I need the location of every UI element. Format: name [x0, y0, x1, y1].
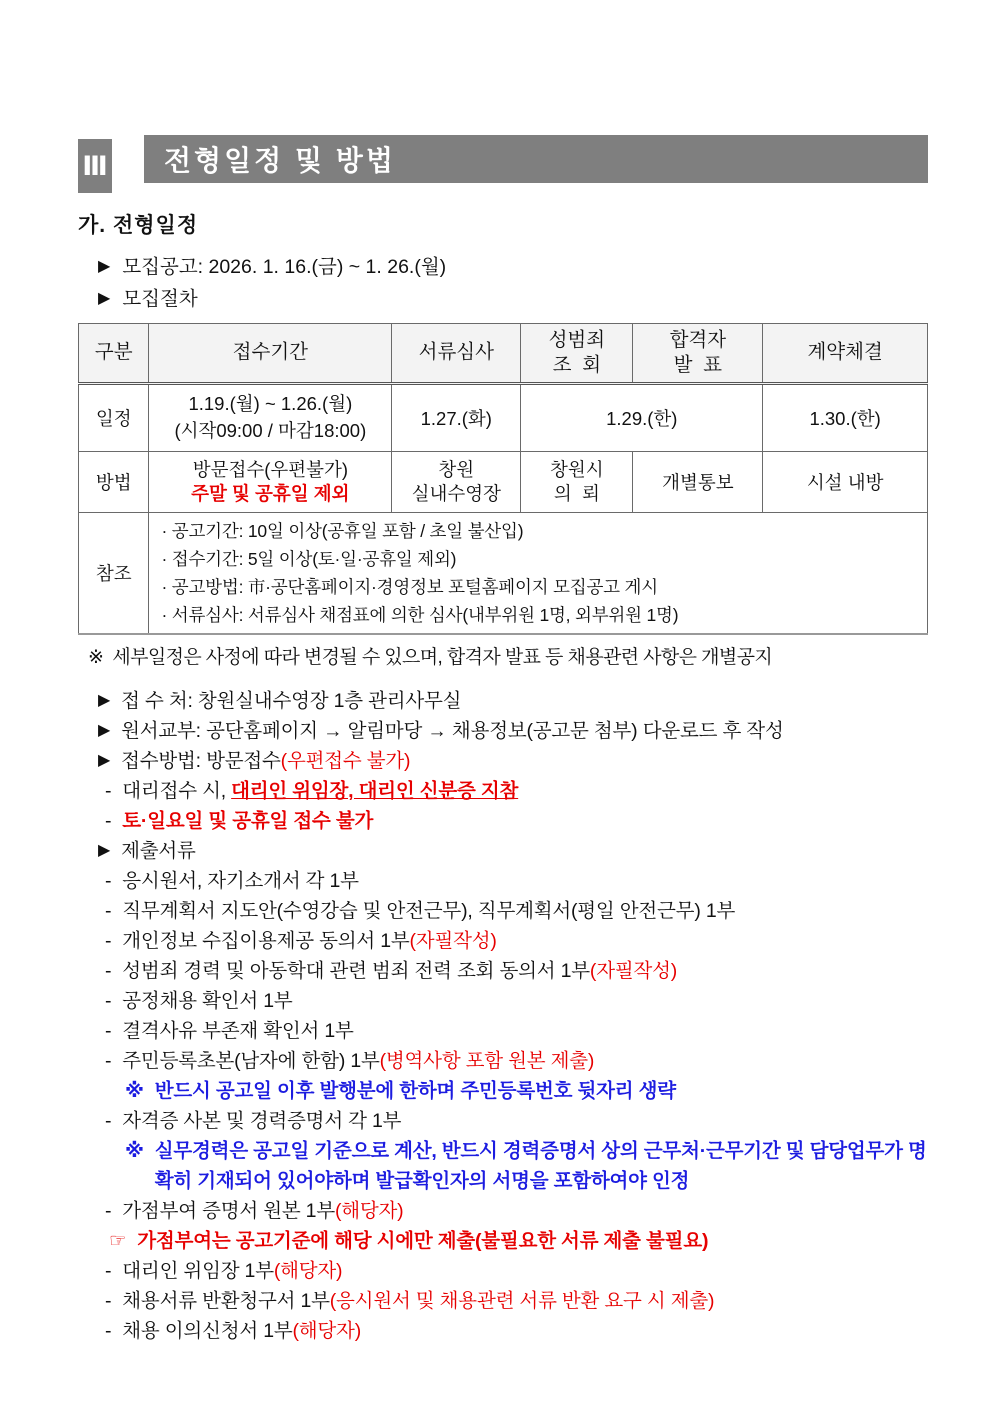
text-part: 제출서류	[121, 840, 196, 862]
bullet-recruit-procedure	[98, 283, 928, 315]
text-part: 접 수 처: 창원실내수영장 1층 관리사무실	[121, 690, 462, 712]
detail-line	[105, 956, 928, 986]
arrow-bullet-icon: ▶	[98, 692, 111, 709]
col-header-receipt-period	[149, 324, 392, 384]
detail-line	[105, 1016, 928, 1046]
dash-bullet-icon: -	[105, 870, 112, 892]
col-header-pass-announcement	[633, 324, 763, 384]
note-marker: ※	[88, 647, 104, 668]
section-header	[78, 135, 928, 193]
cell-text-red: 주말 및 공휴일 제외	[191, 483, 350, 504]
dash-bullet-icon: -	[105, 1260, 112, 1282]
line-text	[122, 896, 928, 926]
detail-line	[105, 926, 928, 956]
top-bullet-list	[98, 251, 928, 315]
reference-item: · 공고방법: 市·공단홈페이지·경영정보 포털홈페이지 모집공고 게시	[161, 577, 658, 597]
header-text: 계약체결	[807, 341, 883, 364]
detail-line	[105, 1256, 928, 1286]
line-text	[155, 1076, 928, 1106]
line-text	[122, 956, 928, 986]
text-part: 원서교부: 공단홈페이지 → 알림마당 → 채용정보(공고문 첨부) 다운로드 후 작성	[121, 720, 784, 742]
header-text: 조 회	[552, 354, 602, 376]
cell-contract-date: 1.30.(한)	[763, 384, 928, 452]
detail-line	[105, 1106, 928, 1136]
note-text: 세부일정은 사정에 따라 변경될 수 있으며, 합격자 발표 등 채용관련 사항은 개별공지	[112, 647, 773, 668]
dash-bullet-icon: -	[105, 1320, 112, 1342]
detail-line	[109, 1226, 928, 1256]
arrow-bullet-icon: ▶	[98, 722, 111, 739]
text-part: 직무계획서 지도안(수영강습 및 안전근무), 직무계획서(평일 안전근무) 1부	[122, 900, 736, 922]
text-part: 공정채용 확인서 1부	[122, 990, 293, 1012]
table-row-reference	[79, 513, 928, 635]
text-part: (우편접수 불가)	[280, 750, 411, 772]
table-row-schedule	[79, 384, 928, 452]
line-text	[122, 1286, 928, 1316]
reference-item: · 공고기간: 10일 이상(공휴일 포함 / 초일 불산입)	[161, 521, 524, 541]
detail-line	[105, 1316, 928, 1346]
line-text	[122, 1106, 928, 1136]
text-part: 응시원서, 자기소개서 각 1부	[122, 870, 359, 892]
text-part: 대리인 위임장 1부	[122, 1260, 274, 1282]
row-label-schedule: 일정	[79, 384, 149, 452]
section-numeral: Ⅲ	[82, 150, 108, 181]
arrow-bullet-icon: ▶	[98, 290, 111, 307]
dash-bullet-icon: -	[105, 780, 112, 802]
detail-line	[98, 686, 928, 716]
dash-bullet-icon: -	[105, 1110, 112, 1132]
arrow-bullet-icon: ▶	[98, 842, 111, 859]
section-numeral-box	[78, 139, 112, 193]
line-text	[155, 1136, 928, 1196]
detail-line	[125, 1076, 928, 1106]
schedule-change-note	[88, 644, 928, 672]
text-part: 결격사유 부존재 확인서 1부	[122, 1020, 354, 1042]
cell-text: 창원시	[550, 458, 604, 480]
details-list	[78, 686, 928, 1346]
cell-review-date: 1.27.(화)	[392, 384, 521, 452]
table-row-method	[79, 452, 928, 513]
detail-line	[105, 776, 928, 806]
cell-receipt-period	[149, 384, 392, 452]
dash-bullet-icon: -	[105, 900, 112, 922]
text-part: (해당자)	[273, 1260, 343, 1282]
dash-bullet-icon: -	[105, 1050, 112, 1072]
section-title: 전형일정 및 방법	[164, 145, 396, 176]
pointing-hand-icon: ☞	[109, 1230, 127, 1252]
dash-bullet-icon: -	[105, 1200, 112, 1222]
line-text	[122, 986, 928, 1016]
section-title-bar	[144, 135, 928, 183]
col-header-category	[79, 324, 149, 384]
text-part: 가점부여 증명서 원본 1부	[122, 1200, 335, 1222]
bullet-recruit-notice	[98, 251, 928, 283]
line-text	[122, 1016, 928, 1046]
dash-bullet-icon: -	[105, 1020, 112, 1042]
cell-review-place	[392, 452, 521, 513]
text-part: (응시원서 및 채용관련 서류 반환 요구 시 제출)	[329, 1290, 715, 1312]
reference-item: · 접수기간: 5일 이상(토·일·공휴일 제외)	[161, 549, 457, 569]
subsection-title: 가. 전형일정	[78, 214, 199, 237]
table-header-row	[79, 324, 928, 384]
text-part: 반드시 공고일 이후 발행분에 한하며 주민등록번호 뒷자리 생략	[154, 1080, 676, 1102]
line-text	[121, 746, 928, 776]
header-text: 발 표	[673, 354, 723, 376]
text-part: 채용 이의신청서 1부	[122, 1320, 293, 1342]
text-part: (해당자)	[334, 1200, 404, 1222]
detail-line	[105, 1196, 928, 1226]
cell-text: 창원	[438, 458, 475, 480]
line-text	[122, 1316, 928, 1346]
cell-reference-content	[149, 513, 928, 635]
dash-bullet-icon: -	[105, 990, 112, 1012]
col-header-sex-offense-check	[521, 324, 633, 384]
detail-line	[98, 836, 928, 866]
dash-bullet-icon: -	[105, 1290, 112, 1312]
cell-text: 실내수영장	[411, 483, 501, 504]
header-text: 서류심사	[418, 341, 494, 364]
line-text	[122, 1196, 928, 1226]
detail-line	[105, 1286, 928, 1316]
cell-text: 의 뢰	[553, 483, 600, 504]
cell-announce-method: 개별통보	[633, 452, 763, 513]
reference-item: · 서류심사: 서류심사 채점표에 의한 심사(내부위원 1명, 외부위원 1명)	[161, 605, 679, 625]
bullet-text: 모집공고: 2026. 1. 16.(금) ~ 1. 26.(월)	[122, 256, 447, 278]
text-part: 가점부여는 공고기준에 해당 시에만 제출(불필요한 서류 제출 불필요)	[137, 1230, 709, 1252]
dash-bullet-icon: -	[105, 810, 112, 832]
detail-line	[105, 866, 928, 896]
cell-contract-method: 시설 내방	[763, 452, 928, 513]
line-text	[122, 926, 928, 956]
text-part: 채용서류 반환청구서 1부	[122, 1290, 330, 1312]
schedule-table	[78, 323, 928, 635]
line-text	[122, 866, 928, 896]
cell-check-announce-date: 1.29.(한)	[521, 384, 763, 452]
detail-line	[105, 806, 928, 836]
detail-line	[105, 1046, 928, 1076]
detail-line	[105, 986, 928, 1016]
line-text	[121, 686, 928, 716]
arrow-bullet-icon: ▶	[98, 752, 111, 769]
header-text: 구분	[94, 341, 133, 364]
row-label-method: 방법	[79, 452, 149, 513]
text-part: (병역사항 포함 원본 제출)	[379, 1050, 595, 1072]
text-part: 실무경력은 공고일 기준으로 계산, 반드시 경력증명서 상의 근무처·근무기간 및 담당업무가 명확히 기재되어 있어야하며 발급확인자의 서명을 포함하여야 인정	[154, 1140, 927, 1192]
text-part: 개인정보 수집이용제공 동의서 1부	[122, 930, 410, 952]
cell-text: 방문접수(우편불가)	[192, 458, 348, 480]
cell-text: 1.19.(월) ~ 1.26.(월)	[188, 393, 353, 415]
text-part: 대리인 위임장, 대리인 신분증 지참	[231, 780, 519, 802]
cell-check-method	[521, 452, 633, 513]
row-label-reference: 참조	[79, 513, 149, 635]
bullet-text: 모집절차	[122, 288, 198, 310]
line-text	[122, 1046, 928, 1076]
text-part: 토·일요일 및 공휴일 접수 불가	[122, 810, 374, 832]
text-part: (해당자)	[292, 1320, 361, 1342]
note-marker-icon: ※	[125, 1140, 144, 1162]
line-text	[122, 1256, 928, 1286]
arrow-bullet-icon: ▶	[98, 258, 111, 275]
line-text	[121, 836, 928, 866]
header-text: 성범죄	[548, 328, 606, 351]
detail-line	[98, 746, 928, 776]
text-part: 주민등록초본(남자에 한함) 1부	[122, 1050, 380, 1072]
text-part: (자필작성)	[589, 960, 678, 982]
cell-text: (시작09:00 / 마감18:00)	[174, 420, 367, 441]
text-part: 성범죄 경력 및 아동학대 관련 범죄 전력 조회 동의서 1부	[122, 960, 590, 982]
line-text	[121, 716, 928, 746]
line-text	[122, 806, 928, 836]
text-part: 접수방법: 방문접수	[121, 750, 281, 772]
detail-line	[125, 1136, 928, 1196]
dash-bullet-icon: -	[105, 960, 112, 982]
line-text	[122, 776, 928, 806]
header-text: 접수기간	[232, 341, 309, 364]
cell-receipt-method	[149, 452, 392, 513]
text-part: 대리접수 시,	[122, 780, 232, 802]
note-marker-icon: ※	[125, 1080, 144, 1102]
text-part: (자필작성)	[409, 930, 497, 952]
detail-line	[98, 716, 928, 746]
header-text: 합격자	[669, 328, 727, 351]
detail-line	[105, 896, 928, 926]
dash-bullet-icon: -	[105, 930, 112, 952]
col-header-document-review	[392, 324, 521, 384]
col-header-contract	[763, 324, 928, 384]
text-part: 자격증 사본 및 경력증명서 각 1부	[122, 1110, 402, 1132]
line-text	[137, 1226, 928, 1256]
